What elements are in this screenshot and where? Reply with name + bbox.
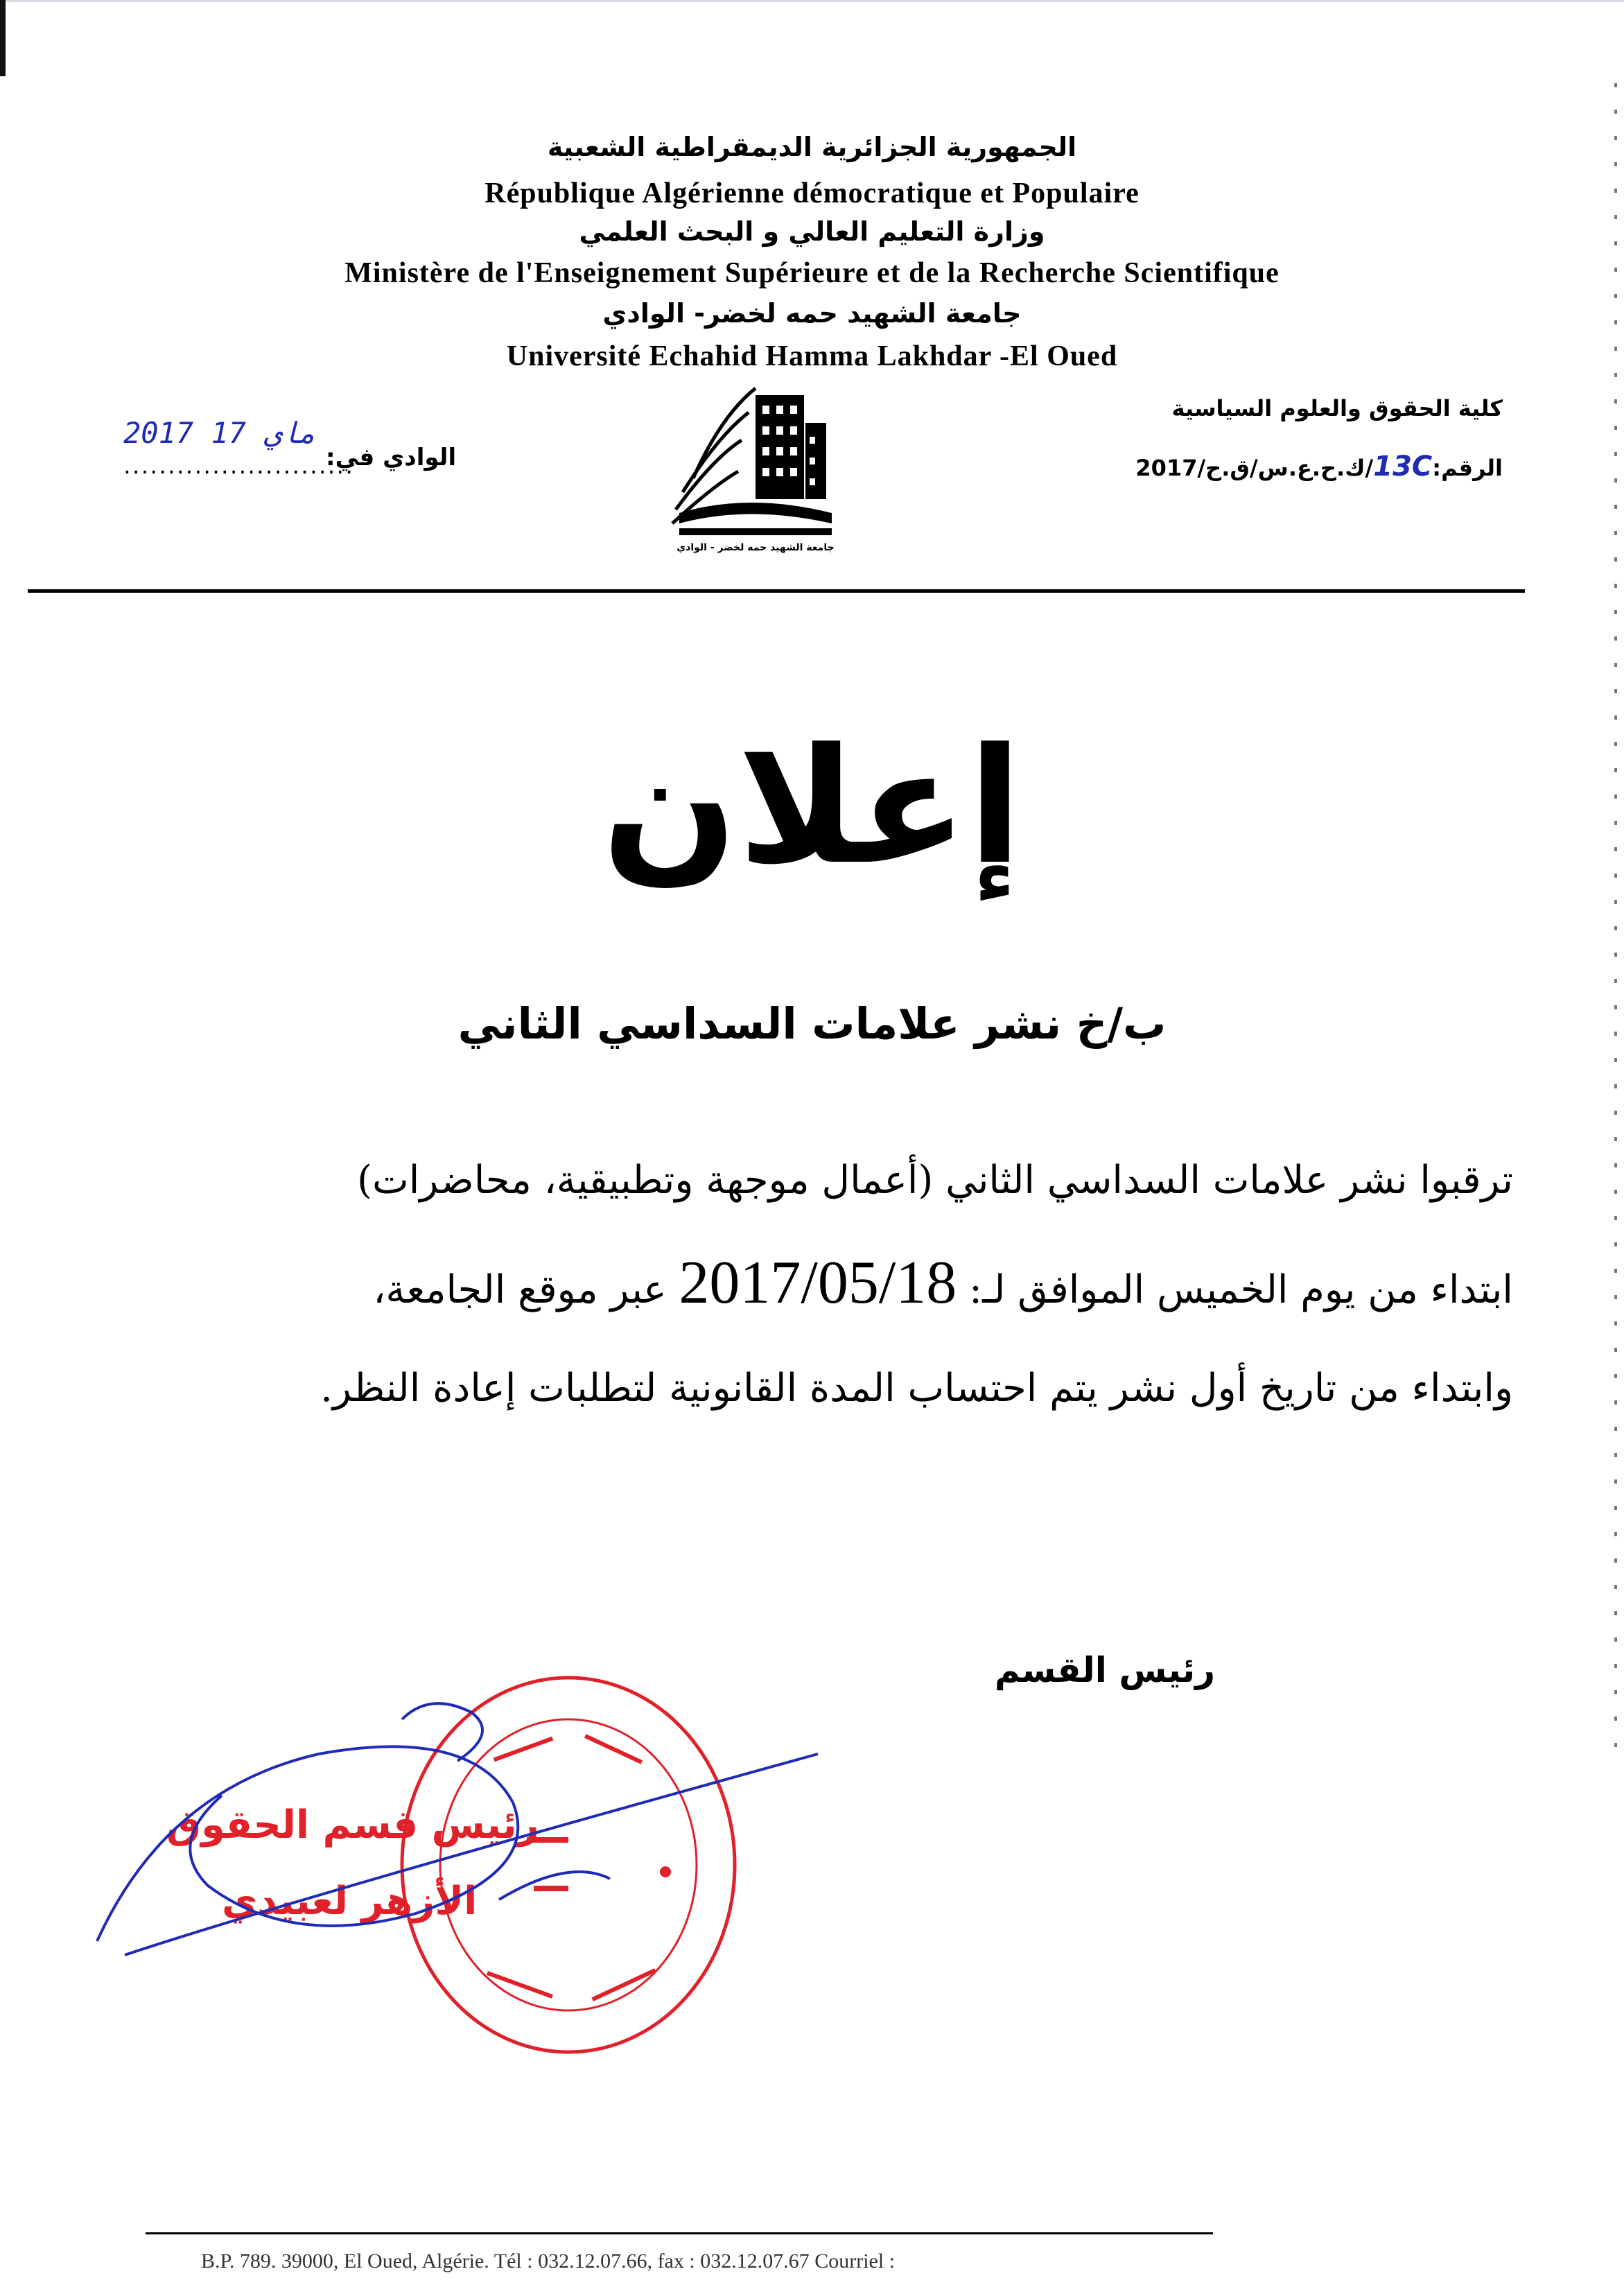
date-dotted-line: .......................... xyxy=(123,452,354,480)
announcement-subject: ب/خ نشر علامات السداسي الثاني xyxy=(457,998,1167,1049)
ministry-fr: Ministère de l'Enseignement Supérieure et de la Recherche Scientifique xyxy=(344,257,1280,289)
scan-left-edge xyxy=(0,0,6,76)
footer-divider xyxy=(146,2232,1213,2234)
university-fr: Université Echahid Hamma Lakhdar -El Oued xyxy=(506,340,1118,372)
footer-address: B.P. 789. 39000, El Oued, Algérie. Tél : 032.12.07.66, fax : 032.12.07.67 Courriel : xyxy=(201,2250,896,2273)
university-logo-icon xyxy=(652,374,846,562)
reference-label: الرقم: xyxy=(1432,455,1503,481)
announcement-line-3: وابتداء من تاريخ أول نشر يتم احتساب المدة القانونية لتطلبات إعادة النظر. xyxy=(320,1366,1513,1411)
ministry-ar: وزارة التعليم العالي و البحث العلمي xyxy=(579,216,1045,247)
scan-top-edge xyxy=(0,0,1624,2)
announcement-line-1: ترقبوا نشر علامات السداسي الثاني (أعمال موجهة وتطبيقية، محاضرات) xyxy=(357,1158,1513,1203)
reference-handwritten: 13C xyxy=(1373,451,1433,483)
faculty-name: كلية الحقوق والعلوم السياسية xyxy=(1171,395,1503,422)
logo-caption: جامعة الشهيد حمه لخضر - الوادي xyxy=(676,542,835,553)
line2-after: عبر موقع الجامعة، xyxy=(373,1267,679,1312)
department-head-title: رئيس القسم xyxy=(994,1650,1215,1690)
reference-number xyxy=(1135,451,1503,483)
republic-ar: الجمهورية الجزائرية الديمقراطية الشعبية xyxy=(547,132,1077,162)
header-divider xyxy=(28,589,1525,593)
reference-suffix: /ك.ح.ع.س/ق.ح/2017 xyxy=(1135,455,1374,481)
place-label: الوادي في: xyxy=(326,444,457,471)
line2-before: ابتداء من يوم الخميس الموافق لـ: xyxy=(957,1267,1513,1312)
scan-right-dots xyxy=(1614,83,1617,1747)
republic-fr: République Algérienne démocratique et Populaire xyxy=(484,177,1140,209)
announcement-line-2 xyxy=(127,1248,1513,1318)
stamp-name-line-1: رئيس قسم الحقوق xyxy=(166,1802,539,1848)
announcement-title: إعلان xyxy=(602,715,1022,900)
date-handwritten: 2017 ماي 17 xyxy=(123,416,317,450)
signature-icon xyxy=(83,1650,832,2010)
university-ar: جامعة الشهيد حمه لخضر- الوادي xyxy=(602,298,1022,329)
stamp-name-line-2: الأزهر لعبيدي xyxy=(222,1879,478,1924)
publication-date: 2017/05/18 xyxy=(679,1249,957,1317)
